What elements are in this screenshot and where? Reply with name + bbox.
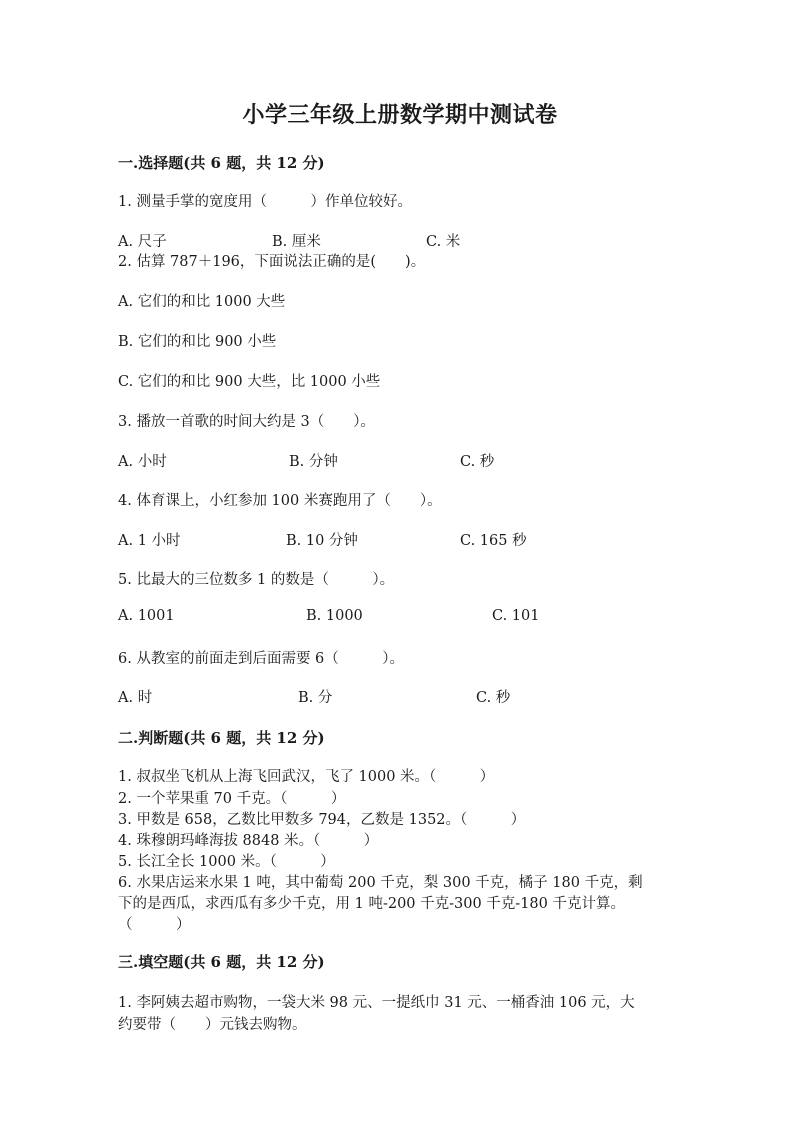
question-stem: 2. 估算 787＋196，下面说法正确的是( )。 <box>118 254 426 270</box>
judgement-item: 2. 一个苹果重 70 千克。（ ） <box>118 791 346 807</box>
judgement-item: 1. 叔叔坐飞机从上海飞回武汉，飞了 1000 米。（ ） <box>118 769 495 785</box>
option-c: C. 101 <box>492 608 540 624</box>
option-c: C. 它们的和比 900 大些，比 1000 小些 <box>118 374 381 390</box>
question-stem: 1. 测量手掌的宽度用（ ）作单位较好。 <box>118 194 412 210</box>
judgement-item-continued: （ ） <box>118 917 191 933</box>
judgement-item: 3. 甲数是 658，乙数比甲数多 794，乙数是 1352。（ ） <box>118 812 526 828</box>
option-b: B. 10 分钟 <box>286 533 358 549</box>
option-b: B. 厘米 <box>272 234 321 250</box>
option-b: B. 分钟 <box>289 454 338 470</box>
option-b: B. 它们的和比 900 小些 <box>118 334 277 350</box>
question-stem: 4. 体育课上，小红参加 100 米赛跑用了（ ）。 <box>118 493 442 509</box>
judgement-item: 6. 水果店运来水果 1 吨，其中葡萄 200 千克，梨 300 千克，橘子 180 千克，剩 <box>118 875 643 891</box>
option-c: C. 165 秒 <box>460 533 527 549</box>
section-heading-choice: 一.选择题(共 6 题，共 12 分) <box>118 154 325 172</box>
option-a: A. 时 <box>118 690 153 706</box>
option-c: C. 米 <box>426 234 461 250</box>
fill-blank-item: 1. 李阿姨去超市购物，一袋大米 98 元、一提纸巾 31 元、一桶香油 106 元，大 <box>118 995 635 1011</box>
question-stem: 5. 比最大的三位数多 1 的数是（ ）。 <box>118 572 395 588</box>
option-a: A. 它们的和比 1000 大些 <box>118 294 286 310</box>
option-c: C. 秒 <box>476 690 511 706</box>
option-c: C. 秒 <box>460 454 495 470</box>
option-b: B. 1000 <box>306 608 363 624</box>
judgement-item-continued: 下的是西瓜，求西瓜有多少千克，用 1 吨-200 千克-300 千克-180 千克计算。 <box>118 896 625 912</box>
section-heading-fill-blank: 三.填空题(共 6 题，共 12 分) <box>118 953 325 971</box>
option-a: A. 尺子 <box>118 234 167 250</box>
option-a: A. 1 小时 <box>118 533 181 549</box>
option-b: B. 分 <box>298 690 333 706</box>
page-title: 小学三年级上册数学期中测试卷 <box>242 102 558 128</box>
question-stem: 3. 播放一首歌的时间大约是 3（ ）。 <box>118 414 376 430</box>
option-a: A. 小时 <box>118 454 167 470</box>
section-heading-judgement: 二.判断题(共 6 题，共 12 分) <box>118 729 325 747</box>
question-stem: 6. 从教室的前面走到后面需要 6（ ）。 <box>118 651 405 667</box>
fill-blank-item-continued: 约要带（ ）元钱去购物。 <box>118 1017 307 1033</box>
judgement-item: 5. 长江全长 1000 米。（ ） <box>118 854 335 870</box>
judgement-item: 4. 珠穆朗玛峰海拔 8848 米。（ ） <box>118 833 379 849</box>
option-a: A. 1001 <box>118 608 175 624</box>
